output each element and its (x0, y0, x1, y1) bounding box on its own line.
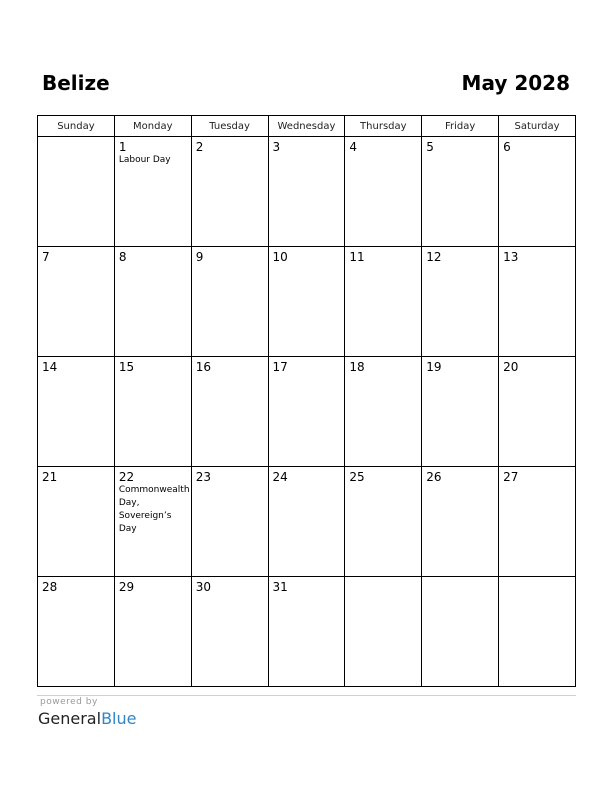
day-number: 17 (272, 360, 288, 374)
day-cell[interactable] (268, 247, 345, 357)
month-year-title: May 2028 (461, 71, 570, 95)
empty-day-cell (499, 577, 576, 687)
day-cell[interactable] (499, 467, 576, 577)
weekday-header-sunday: Sunday (38, 116, 115, 137)
day-number: 7 (42, 250, 50, 264)
day-number: 29 (118, 580, 135, 594)
weekday-header-monday: Monday (114, 116, 191, 137)
day-cell[interactable] (345, 137, 422, 247)
powered-by-text: powered by (40, 697, 98, 707)
weekday-header-wednesday: Wednesday (268, 116, 345, 137)
country-title: Belize (42, 71, 110, 95)
day-number: 11 (349, 250, 365, 264)
day-number: 13 (503, 250, 519, 264)
day-number: 24 (272, 470, 288, 484)
day-number: 26 (426, 470, 442, 484)
day-cell[interactable] (38, 577, 115, 687)
day-number: 30 (195, 580, 211, 594)
day-number: 31 (272, 580, 288, 594)
day-number: 21 (42, 470, 58, 484)
day-cell[interactable] (268, 137, 345, 247)
day-number: 8 (118, 250, 127, 264)
day-number: 2 (195, 140, 204, 154)
day-number: 12 (426, 250, 442, 264)
day-number: 15 (118, 360, 135, 374)
brand-name-general: General (38, 709, 102, 728)
day-cell[interactable] (38, 467, 115, 577)
day-number: 4 (349, 140, 358, 154)
day-number: 1 (118, 140, 127, 154)
day-cell[interactable] (499, 137, 576, 247)
calendar-grid (37, 115, 576, 687)
week-row (38, 577, 576, 687)
holiday-label: Labour Day (118, 155, 171, 165)
day-cell[interactable] (422, 467, 499, 577)
weekday-header-tuesday: Tuesday (191, 116, 268, 137)
day-cell[interactable] (345, 467, 422, 577)
day-cell[interactable] (38, 247, 115, 357)
week-row (38, 357, 576, 467)
day-number: 20 (503, 360, 519, 374)
day-number: 9 (195, 250, 204, 264)
day-cell[interactable] (422, 247, 499, 357)
day-number: 27 (503, 470, 519, 484)
day-cell[interactable] (114, 577, 191, 687)
day-cell[interactable] (191, 137, 268, 247)
day-cell[interactable] (268, 467, 345, 577)
day-cell[interactable] (114, 247, 191, 357)
day-number: 6 (503, 140, 511, 154)
day-cell[interactable] (191, 247, 268, 357)
day-cell[interactable] (268, 577, 345, 687)
day-number: 22 (118, 470, 135, 484)
day-cell[interactable] (499, 247, 576, 357)
holiday-label: Commonwealth Day, Sovereign’s Day (118, 485, 190, 534)
day-cell[interactable] (422, 357, 499, 467)
weekday-header-row (38, 116, 576, 137)
day-cell[interactable] (191, 357, 268, 467)
day-number: 14 (42, 360, 58, 374)
week-row (38, 137, 576, 247)
empty-day-cell (345, 577, 422, 687)
day-number: 5 (426, 140, 434, 154)
day-number: 28 (42, 580, 58, 594)
week-row (38, 467, 576, 577)
day-cell[interactable] (191, 577, 268, 687)
footer-divider (37, 695, 576, 696)
day-cell[interactable] (38, 357, 115, 467)
week-row (38, 247, 576, 357)
day-cell[interactable] (114, 357, 191, 467)
brand-name-blue: Blue (101, 709, 137, 728)
weekday-header-saturday: Saturday (499, 116, 576, 137)
day-number: 25 (349, 470, 365, 484)
day-number: 23 (195, 470, 211, 484)
day-cell[interactable] (268, 357, 345, 467)
brand-logo[interactable] (38, 709, 136, 729)
empty-day-cell (38, 137, 115, 247)
day-cell[interactable] (114, 467, 191, 577)
day-cell[interactable] (422, 137, 499, 247)
day-number: 19 (426, 360, 442, 374)
day-cell[interactable] (499, 357, 576, 467)
day-number: 10 (272, 250, 288, 264)
day-cell[interactable] (345, 247, 422, 357)
day-number: 16 (195, 360, 211, 374)
day-number: 18 (349, 360, 365, 374)
empty-day-cell (422, 577, 499, 687)
weekday-header-thursday: Thursday (345, 116, 422, 137)
day-cell[interactable] (114, 137, 191, 247)
day-cell[interactable] (345, 357, 422, 467)
day-cell[interactable] (191, 467, 268, 577)
day-number: 3 (272, 140, 281, 154)
weekday-header-friday: Friday (422, 116, 499, 137)
